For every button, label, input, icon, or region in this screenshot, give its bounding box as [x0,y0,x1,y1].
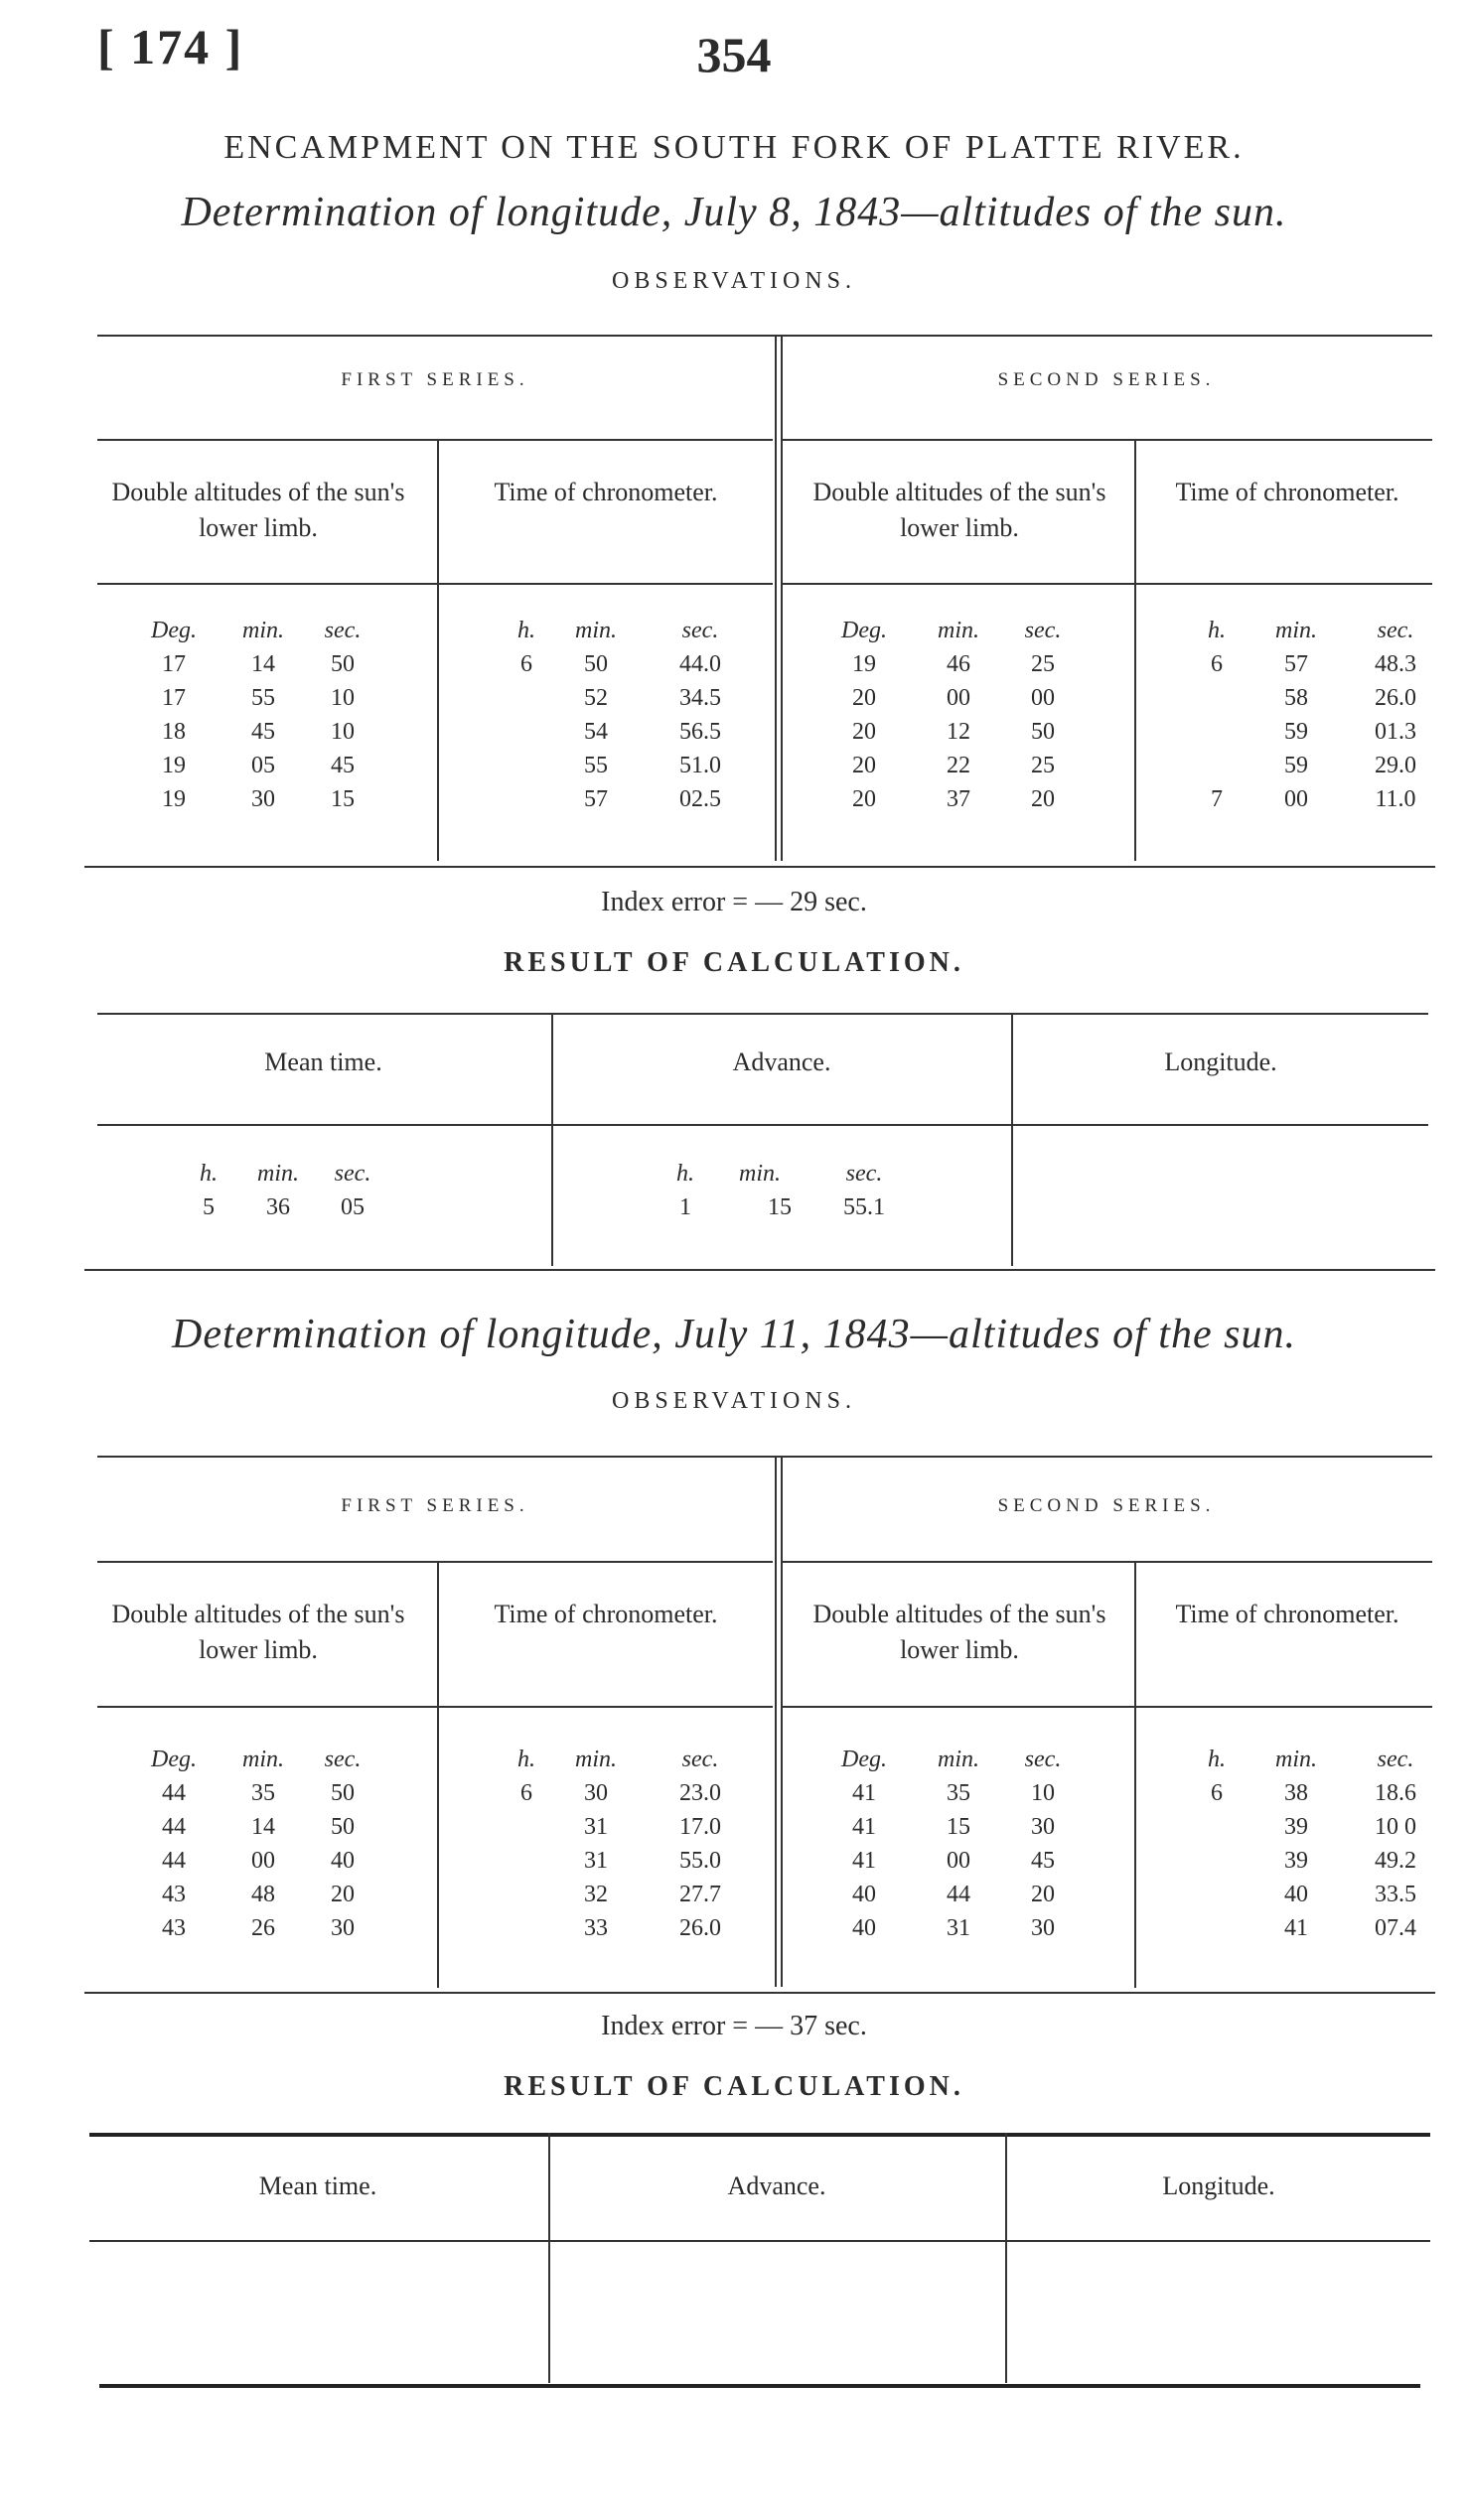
block1-mean-time-header: Mean time. [264,1048,382,1076]
block2-first-series-label: FIRST SERIES. [341,1495,529,1516]
table-row: 44 00 40 31 55.0 41 00 45 39 49.2 [162,1848,1416,1874]
block2-mean-time-header: Mean time. [258,2171,377,2200]
table-row: 43 48 20 32 27.7 40 44 20 40 33.5 [162,1882,1416,1907]
block2-result-heading: RESULT OF CALCULATION. [504,2071,964,2102]
block1-unit-row: Deg. min. sec. h. min. sec. Deg. min. sec. h. min. sec. [151,618,1414,643]
block1-result-row: 5 36 05 1 15 55.1 [203,1194,885,1220]
block2-second-series-label: SECOND SERIES. [997,1495,1216,1516]
block1-longitude-header: Longitude. [1164,1048,1277,1076]
table-row: 17 55 10 52 34.5 20 00 00 58 26.0 [162,685,1416,711]
block1-advance-header: Advance. [732,1048,831,1076]
block1-observations-label: OBSERVATIONS. [611,268,856,294]
table-row: 44 14 50 31 17.0 41 15 30 39 10 0 [162,1814,1416,1840]
block2-index-error: Index error = — 37 sec. [601,2011,867,2041]
block2-longitude-header: Longitude. [1162,2171,1275,2200]
block1-subtitle: Determination of longitude, July 8, 1843—altitudes of the sun. [181,190,1287,235]
page-number: 354 [696,27,772,82]
block1-second-time-header: Time of chronometer. [1175,478,1399,506]
document-title: ENCAMPMENT ON THE SOUTH FORK OF PLATTE RIVER. [223,129,1245,166]
block1-second-alt-header: Double altitudes of the sun's lower limb. [812,478,1106,542]
table-row: 17 14 50 6 50 44.0 19 46 25 6 57 48.3 [162,651,1416,677]
block1-index-error: Index error = — 29 sec. [601,887,867,917]
table-row: 19 30 15 57 02.5 20 37 20 7 00 11.0 [162,786,1416,812]
block2-first-time-header: Time of chronometer. [494,1600,718,1628]
block1-first-alt-header: Double altitudes of the sun's lower limb. [111,478,405,542]
table-row: 19 05 45 55 51.0 20 22 25 59 29.0 [162,753,1416,778]
block2-advance-header: Advance. [727,2171,826,2200]
block1-first-time-header: Time of chronometer. [494,478,718,506]
block1-first-series-label: FIRST SERIES. [341,369,529,390]
table-row: 43 26 30 33 26.0 40 31 30 41 07.4 [162,1915,1416,1941]
block2-second-alt-header: Double altitudes of the sun's lower limb. [812,1600,1106,1664]
block2-unit-row: Deg. min. sec. h. min. sec. Deg. min. sec. h. min. sec. [151,1747,1414,1772]
table-row: 44 35 50 6 30 23.0 41 35 10 6 38 18.6 [162,1780,1416,1806]
table-row: 18 45 10 54 56.5 20 12 50 59 01.3 [162,719,1416,745]
block2-observations-label: OBSERVATIONS. [611,1388,856,1414]
block2-first-alt-header: Double altitudes of the sun's lower limb. [111,1600,405,1664]
block2-subtitle: Determination of longitude, July 11, 1843—altitudes of the sun. [172,1312,1296,1357]
block1-result-heading: RESULT OF CALCULATION. [504,947,964,978]
block2-second-time-header: Time of chronometer. [1175,1600,1399,1628]
block1-result-unit-row: h. min. sec. h. min. sec. [200,1161,883,1187]
page-number-bracketed: [ 174 ] [97,19,244,74]
block1-second-series-label: SECOND SERIES. [997,369,1216,390]
